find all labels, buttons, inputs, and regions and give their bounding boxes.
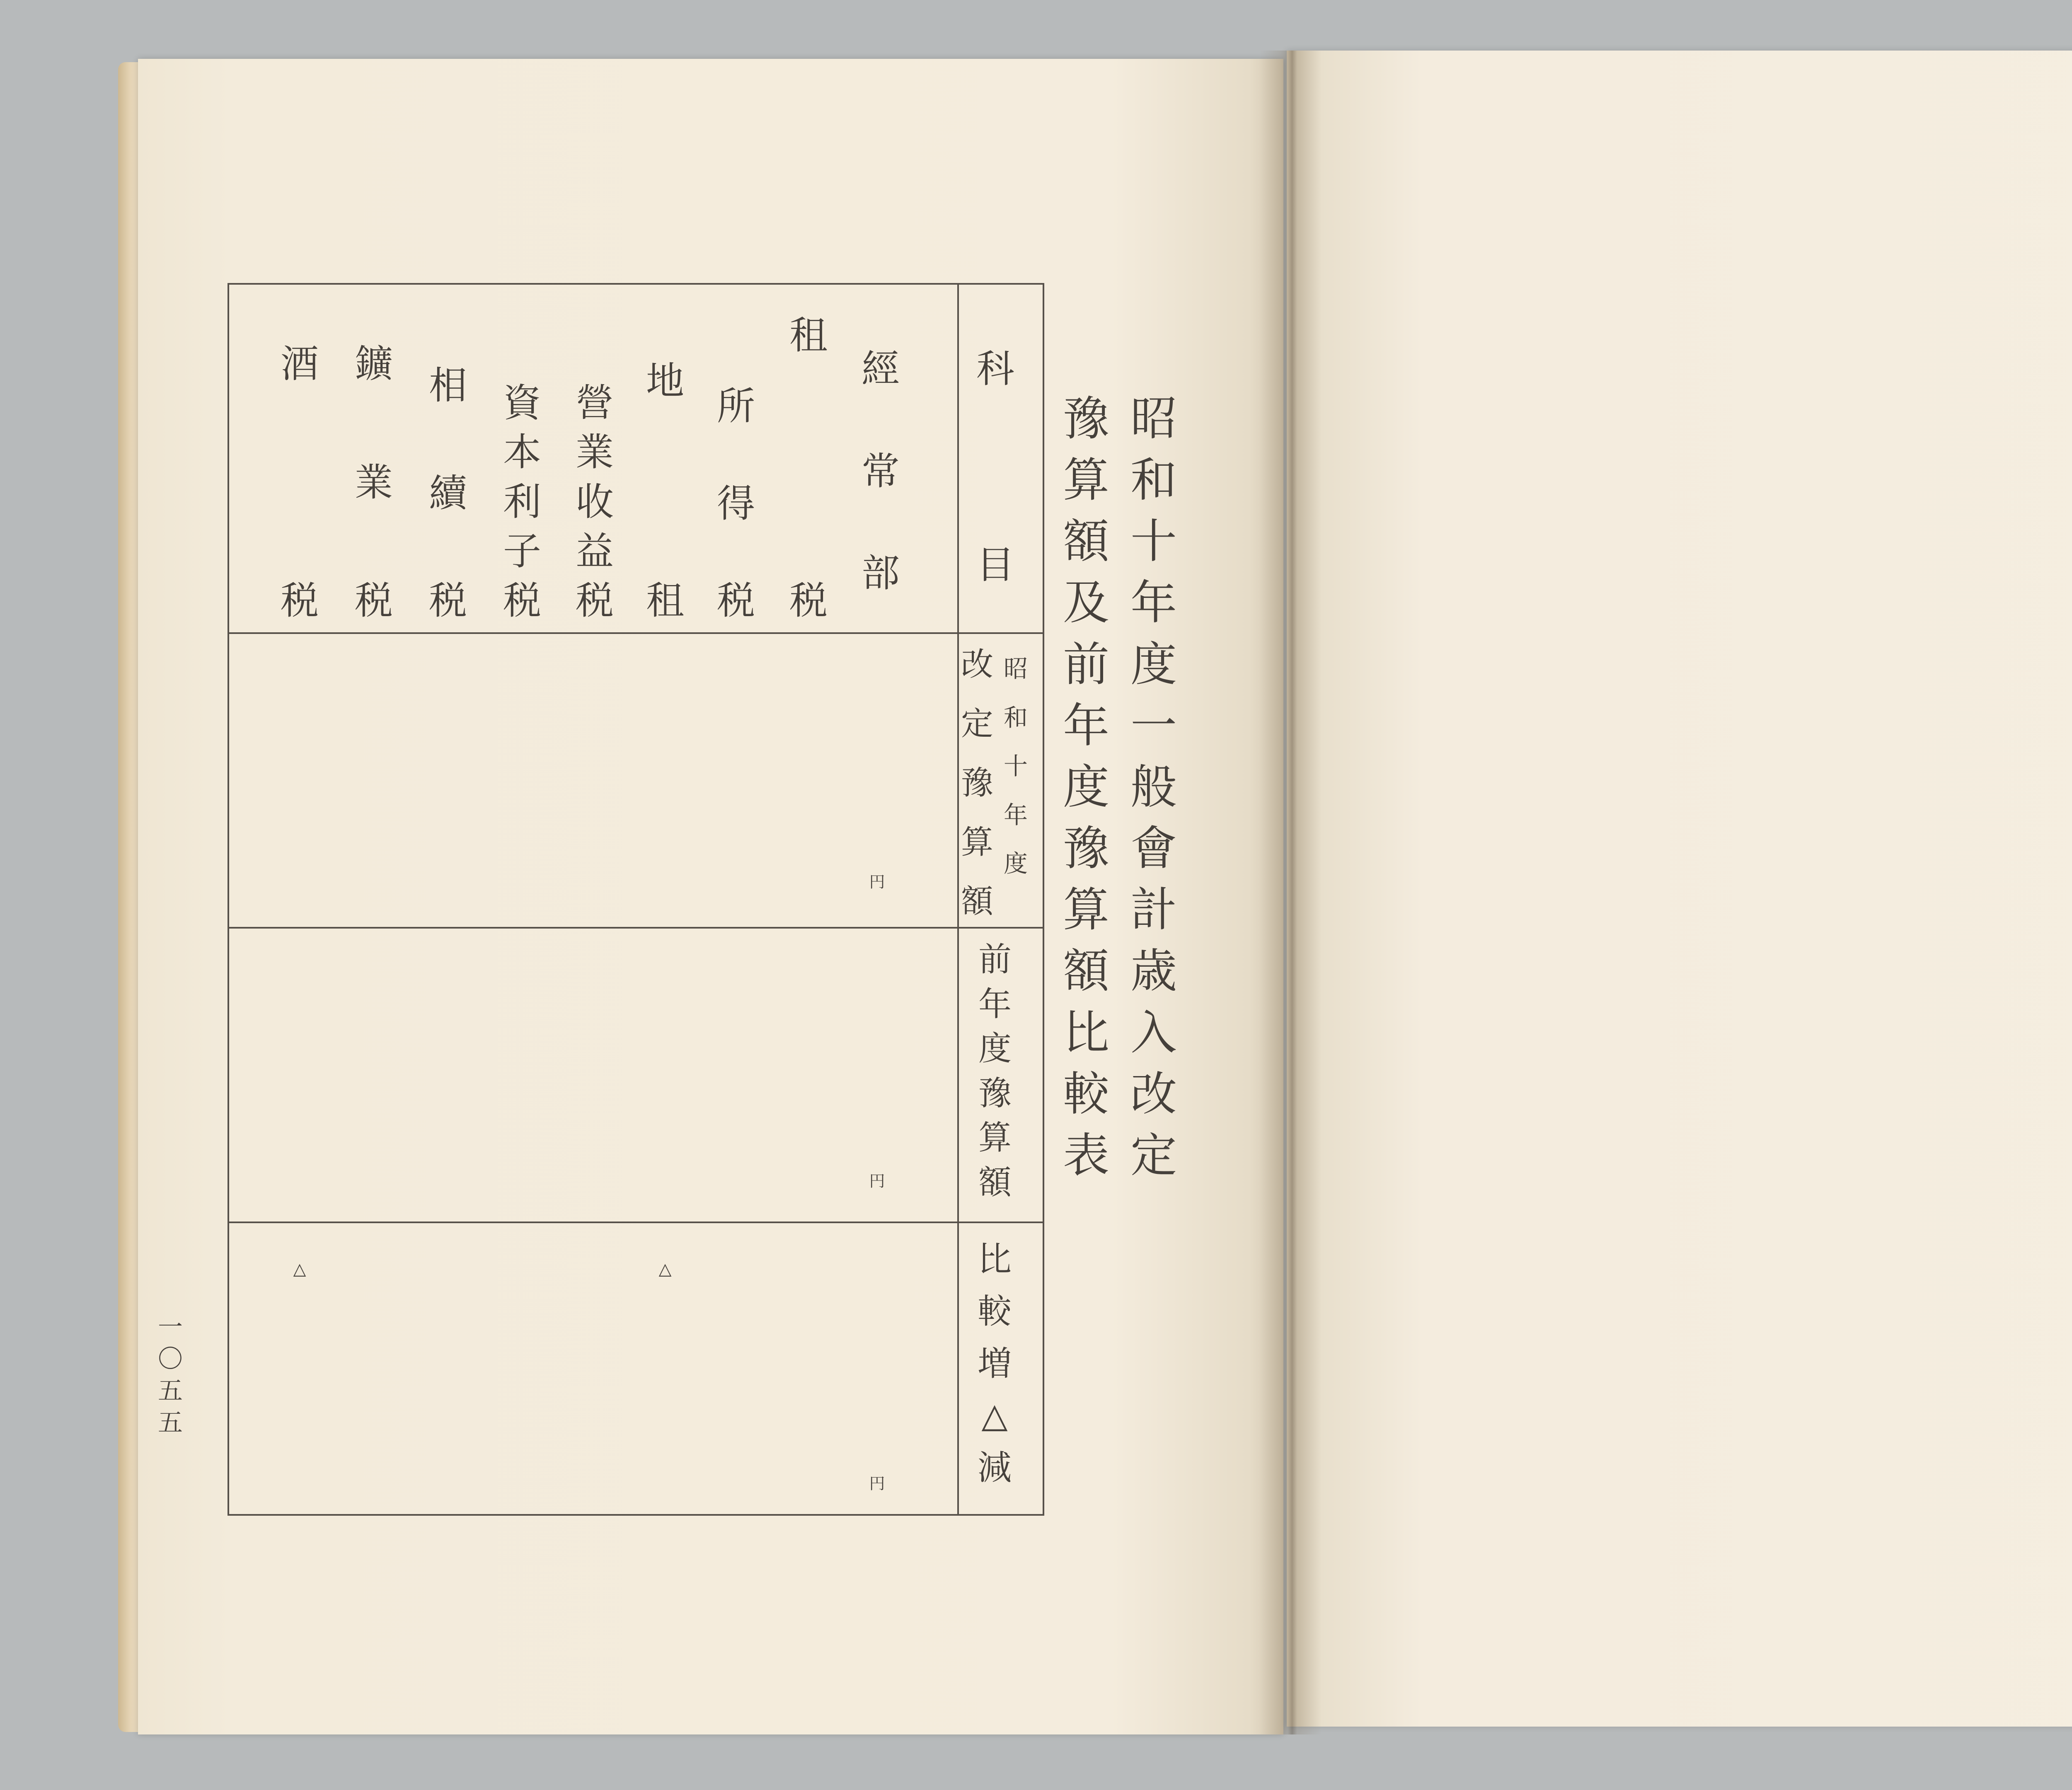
label-char: 相 (428, 363, 467, 408)
header-current-era (1003, 657, 1029, 876)
row-rule (229, 632, 1043, 634)
label-char: 本 (503, 430, 541, 475)
table-title-line-2 (1063, 392, 1109, 1183)
header-column-rule (957, 285, 959, 1514)
decrease-mark: △ (290, 1260, 309, 1279)
label-char: 税 (280, 578, 319, 623)
label-char: 收 (575, 479, 614, 524)
label-char: 鑛 (354, 342, 393, 386)
label-char: 豫 (1063, 392, 1109, 446)
label-char: 度 (1130, 637, 1177, 692)
label-char: 計 (1130, 883, 1177, 937)
label-char: 酒 (280, 342, 319, 386)
label-char: 比 (977, 1240, 1012, 1279)
label-char: 入 (1130, 1006, 1177, 1060)
label-char: 算 (1063, 883, 1109, 937)
label-char: 度 (1063, 760, 1109, 814)
label-char: 益 (575, 529, 614, 573)
subject-taxes (788, 313, 829, 623)
label-char: 一 (1130, 699, 1177, 753)
table-title-line-1 (1130, 392, 1177, 1183)
subject-land-tax (644, 359, 686, 623)
label-char: 税 (503, 578, 541, 623)
label-char: 減 (977, 1448, 1012, 1488)
right-page (1287, 51, 2072, 1727)
label-char: 増 (977, 1344, 1012, 1384)
label-char: 租 (789, 313, 828, 358)
label-char: 所 (716, 384, 755, 428)
label-char: 部 (861, 551, 900, 595)
unit-yen: 円 (867, 1475, 885, 1491)
label-char: 額 (961, 883, 993, 920)
header-subject (975, 347, 1016, 587)
label-char: 豫 (978, 1074, 1012, 1113)
label-char: 算 (1063, 453, 1109, 508)
row-rule (229, 927, 1043, 929)
label-char: 會 (1130, 822, 1177, 876)
label-char: △ (981, 1396, 1008, 1436)
subject-mining-tax (353, 342, 395, 623)
header-difference (977, 1240, 1012, 1488)
label-char: 年 (978, 984, 1012, 1023)
subject-business-profits-tax (574, 381, 615, 623)
label-char: 比 (1063, 1006, 1109, 1060)
label-char: 資 (503, 381, 541, 425)
label-char: 得 (716, 481, 755, 526)
label-char: 豫 (961, 764, 993, 802)
label-char: 定 (961, 705, 993, 743)
subject-capital-interest-tax (501, 381, 543, 623)
label-char: 較 (1063, 1067, 1109, 1121)
label-char: 算 (978, 1118, 1012, 1157)
label-char: 前 (1063, 637, 1109, 692)
decrease-mark: △ (656, 1260, 675, 1279)
label-char: 十 (1130, 515, 1177, 569)
label-char: 租 (646, 578, 684, 623)
label-char: 税 (575, 578, 614, 623)
unit-yen: 円 (867, 1173, 885, 1188)
section-label-ordinary (860, 347, 901, 595)
label-char: 和 (1003, 703, 1028, 732)
book-gutter-shadow (1260, 51, 1322, 1734)
label-char: 表 (1063, 1128, 1109, 1183)
label-char: 經 (861, 347, 900, 391)
label-char: 額 (1063, 515, 1109, 569)
label-char: 算 (961, 824, 993, 861)
label-char: 度 (978, 1029, 1012, 1068)
label-char: 歳 (1130, 944, 1177, 999)
label-char: 常 (861, 449, 900, 493)
label-char: 目 (976, 543, 1014, 587)
label-char: 度 (1003, 849, 1028, 878)
label-char: 及 (1063, 576, 1109, 630)
comparison-table (228, 283, 1044, 1516)
label-char: 改 (961, 646, 993, 683)
label-char: 續 (428, 471, 467, 515)
row-rule (229, 1222, 1043, 1223)
label-char: 豫 (1063, 822, 1109, 876)
label-char: 税 (354, 578, 393, 623)
label-char: 子 (503, 529, 541, 573)
label-char: 年 (1003, 801, 1028, 829)
label-char: 税 (716, 578, 755, 623)
label-char: 額 (1063, 944, 1109, 999)
label-char: 業 (354, 460, 393, 505)
label-char: 改 (1130, 1067, 1177, 1121)
subject-income-tax (715, 384, 757, 623)
header-previous-budget (978, 940, 1012, 1202)
label-char: 前 (978, 940, 1012, 979)
subject-liquor-tax (279, 342, 320, 623)
label-char: 營 (575, 381, 614, 425)
unit-yen: 円 (867, 873, 885, 889)
header-current-budget (961, 648, 994, 918)
label-char: 額 (978, 1163, 1012, 1202)
label-char: 和 (1130, 453, 1177, 508)
page-number-left: 一〇五五 (154, 1313, 183, 1441)
label-char: 十 (1003, 752, 1028, 780)
label-char: 税 (789, 578, 828, 623)
label-char: 昭 (1130, 392, 1177, 446)
label-char: 昭 (1003, 655, 1028, 683)
label-char: 年 (1130, 576, 1177, 630)
label-char: 般 (1130, 760, 1177, 814)
label-char: 地 (646, 359, 684, 403)
label-char: 業 (575, 430, 614, 475)
label-char: 科 (976, 347, 1014, 391)
label-char: 年 (1063, 699, 1109, 753)
subject-inheritance-tax (427, 363, 469, 623)
label-char: 定 (1130, 1128, 1177, 1183)
label-char: 税 (428, 578, 467, 623)
label-char: 利 (503, 479, 541, 524)
label-char: 較 (977, 1292, 1012, 1331)
